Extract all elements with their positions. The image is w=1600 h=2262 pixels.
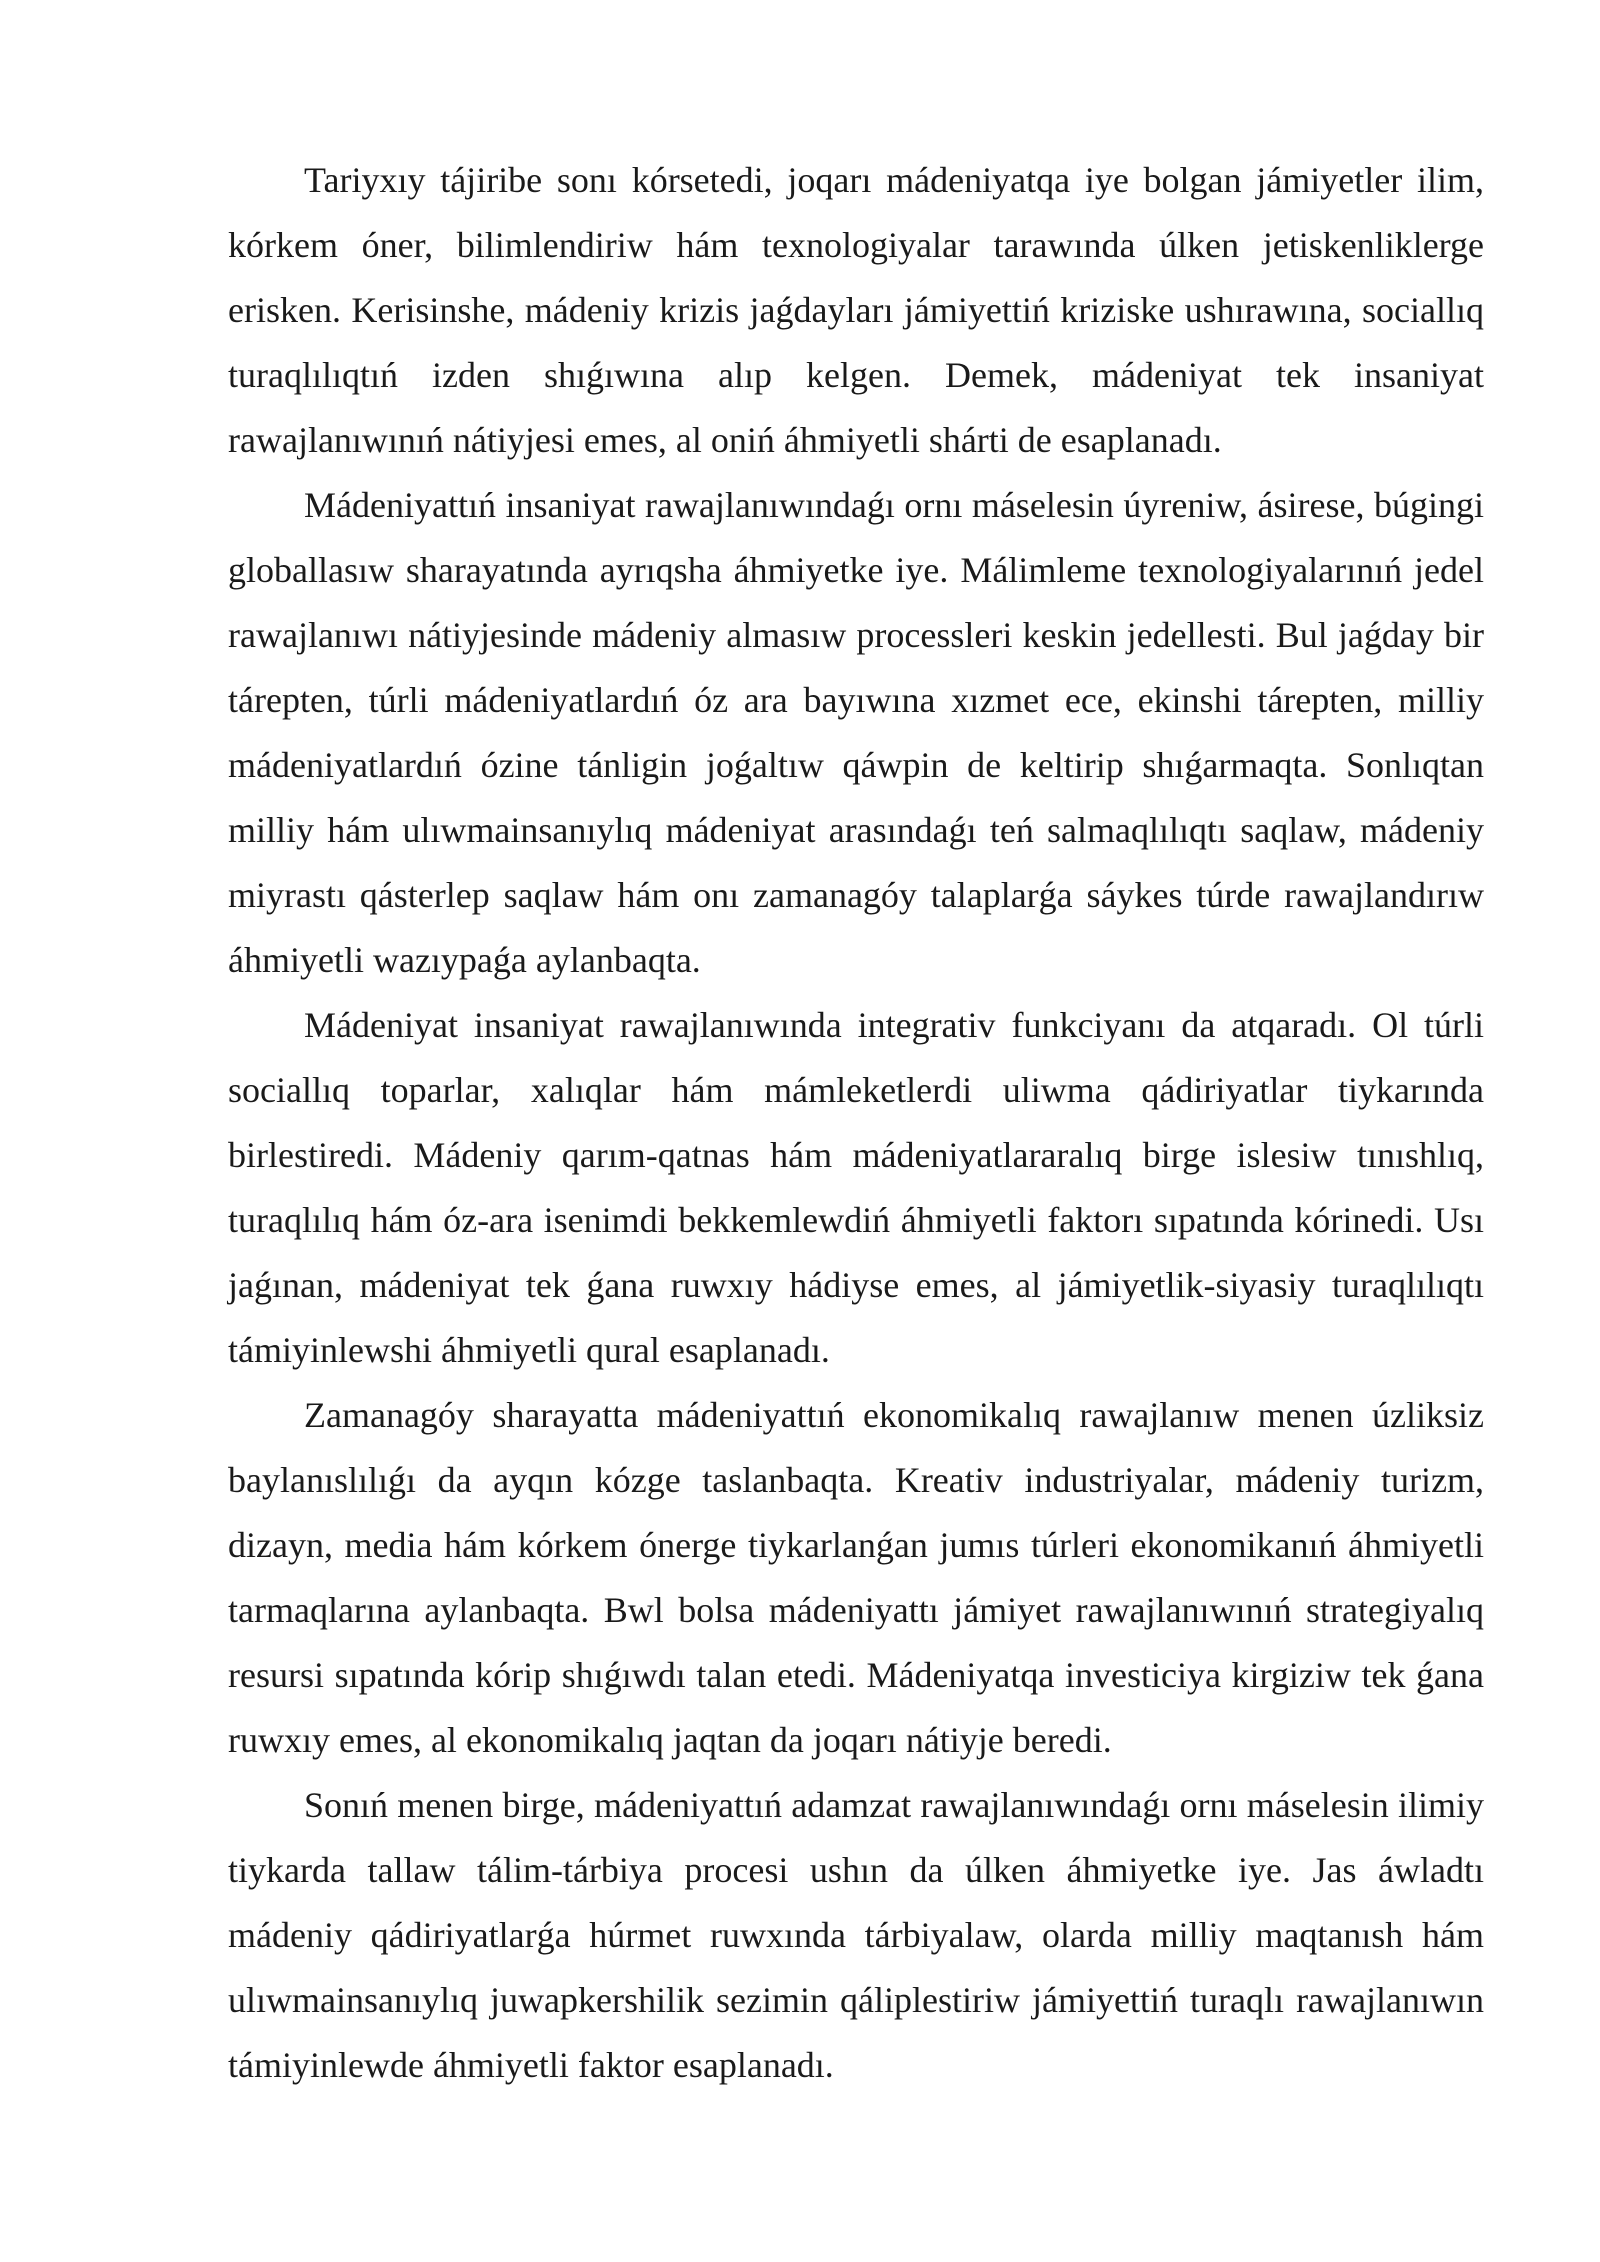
- paragraph-2: Mádeniyattıń insaniyat rawajlanıwındaǵı ornı máselesin úyreniw, ásirese, búgingi globallasıw sharayatında ayrıqsha áhmiyetke iye. Málimleme texnologiyalarınıń jedel rawajlanıwı nátiyjesinde mádeniy almasıw processleri keskin jedellesti. Bul jaǵday bir tárepten, túrli mádeniyatlardıń óz ara bayıwına xızmet ece, ekinshi tárepten, milliy mádeniyatlardıń ózine tánligin joǵaltıw qáwpin de keltirip shıǵarmaqta. Sonlıqtan milliy hám ulıwmainsanıylıq mádeniyat arasındaǵı teń salmaqlılıqtı saqlaw, mádeniy miyrastı qásterlep saqlaw hám onı zamanagóy talaplarǵa sáykes túrde rawajlandırıw áhmiyetli wazıypaǵa aylanbaqta.: [228, 485, 1484, 980]
- paragraph-4: Zamanagóy sharayatta mádeniyattıń ekonomikalıq rawajlanıw menen úzliksiz baylanıslılıǵı da ayqın kózge taslanbaqta. Kreativ industriyalar, mádeniy turizm, dizayn, media hám kórkem ónerge tiykarlanǵan jumıs túrleri ekonomikanıń áhmiyetli tarmaqlarına aylanbaqta. Bwl bolsa mádeniyattı jámiyet rawajlanıwınıń strategiyalıq resursi sıpatında kórip shıǵıwdı talan etedi. Mádeniyatqa investiciya kirgiziw tek ǵana ruwxıy emes, al ekonomikalıq jaqtan da joqarı nátiyje beredi.: [228, 1395, 1484, 1760]
- paragraph-1: Tariyxıy tájiribe sonı kórsetedi, joqarı mádeniyatqa iye bolgan jámiyetler ilim, kórkem óner, bilimlendiriw hám texnologiyalar tarawında úlken jetiskenliklerge erisken. Kerisinshe, mádeniy krizis jaǵdayları jámiyettiń kriziske ushırawına, sociallıq turaqlılıqtıń izden shıǵıwına alıp kelgen. Demek, mádeniyat tek insaniyat rawajlanıwınıń nátiyjesi emes, al oniń áhmiyetli shárti de esaplanadı.: [228, 160, 1484, 460]
- paragraph-5: Sonıń menen birge, mádeniyattıń adamzat rawajlanıwındaǵı ornı máselesin ilimiy tiykarda tallaw tálim-tárbiya procesi ushın da úlken áhmiyetke iye. Jas áwladtı mádeniy qádiriyatlarǵa húrmet ruwxında tárbiyalaw, olarda milliy maqtanısh hám ulıwmainsanıylıq juwapkershilik sezimin qáliplestiriw jámiyettiń turaqlı rawajlanıwın támiyinlewde áhmiyetli faktor esaplanadı.: [228, 1785, 1484, 2085]
- paragraph-3: Mádeniyat insaniyat rawajlanıwında integrativ funkciyanı da atqaradı. Ol túrli sociallıq toparlar, xalıqlar hám mámleketlerdi uliwma qádiriyatlar tiykarında birlestiredi. Mádeniy qarım-qatnas hám mádeniyatlararalıq birge islesiw tınıshlıq, turaqlılıq hám óz-ara isenimdi bekkemlewdiń áhmiyetli faktorı sıpatında kórinedi. Usı jaǵınan, mádeniyat tek ǵana ruwxıy hádiyse emes, al jámiyetlik-siyasiy turaqlılıqtı támiyinlewshi áhmiyetli qural esaplanadı.: [228, 1005, 1484, 1370]
- document-page: [228, 148, 1484, 2098]
